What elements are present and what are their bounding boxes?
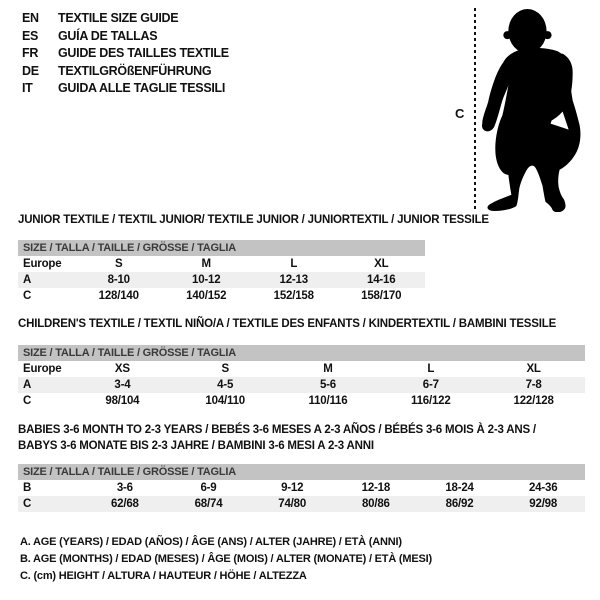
size-cell: 128/140: [98, 290, 139, 302]
size-cell: XL: [374, 258, 389, 270]
table-rows: [18, 361, 585, 409]
size-cell: 18-24: [445, 482, 474, 494]
table-row: [18, 288, 425, 304]
row-label: B: [23, 482, 32, 494]
size-cell: 116/122: [411, 395, 451, 407]
language-row: [22, 10, 229, 28]
size-cell: 62/68: [110, 498, 139, 510]
size-cell: 24-36: [528, 482, 558, 494]
size-cell: 110/116: [308, 395, 348, 407]
language-row: [22, 28, 229, 46]
language-title: TEXTILGRÖßENFÜHRUNG: [58, 63, 212, 78]
size-cell: M: [323, 363, 333, 375]
table-row: [18, 272, 425, 288]
size-cell: 6-7: [422, 379, 439, 391]
size-header-bar: SIZE / TALLA / TAILLE / GRÖSSE / TAGLIA: [18, 464, 585, 480]
size-cell: XL: [526, 363, 541, 375]
size-cell: 3-4: [114, 379, 131, 391]
table-row: [18, 496, 585, 512]
size-cell: 14-16: [367, 274, 396, 286]
row-label: A: [23, 274, 32, 286]
language-code: EN: [22, 11, 39, 25]
table-row: [18, 480, 585, 496]
table-title: JUNIOR TEXTILE / TEXTIL JUNIOR/ TEXTILE JUNIOR / JUNIORTEXTIL / JUNIOR TESSILE: [18, 214, 489, 226]
row-label: Europe: [23, 363, 62, 375]
size-cell: 74/80: [278, 498, 307, 510]
size-cell: 8-10: [107, 274, 130, 286]
language-code: FR: [22, 46, 39, 60]
legend-note: A. AGE (YEARS) / EDAD (AÑOS) / ÂGE (ANS) / ALTER (JAHRE) / ETÀ (ANNI): [20, 536, 402, 548]
size-cell: 98/104: [105, 395, 140, 407]
size-cell: 10-12: [192, 274, 221, 286]
size-table: [18, 422, 585, 512]
size-header-bar: SIZE / TALLA / TAILLE / GRÖSSE / TAGLIA: [18, 345, 585, 361]
size-cell: 92/98: [529, 498, 558, 510]
height-dashed-line: [474, 8, 476, 210]
language-row: [22, 45, 229, 63]
size-cell: 7-8: [525, 379, 542, 391]
size-table: [18, 212, 489, 304]
table-row: [18, 377, 585, 393]
size-cell: 80/86: [361, 498, 390, 510]
size-cell: 4-5: [217, 379, 234, 391]
size-cell: 86/92: [445, 498, 474, 510]
language-title: GUIDE DES TAILLES TEXTILE: [58, 46, 229, 60]
size-cell: 3-6: [116, 482, 133, 494]
table-title: CHILDREN'S TEXTILE / TEXTIL NIÑO/A / TEXTILE DES ENFANTS / KINDERTEXTIL / BAMBINI TESSILE: [18, 318, 557, 330]
row-label: C: [23, 498, 32, 510]
size-cell: 5-6: [319, 379, 336, 391]
language-title: GUIDA ALLE TAGLIE TESSILI: [58, 81, 226, 95]
size-table: [18, 316, 585, 409]
row-label: C: [23, 290, 32, 302]
size-cell: 68/74: [194, 498, 223, 510]
size-cell: 122/128: [513, 395, 554, 407]
table-rows: [18, 480, 585, 512]
row-label: Europe: [23, 258, 62, 270]
size-cell: XS: [114, 363, 130, 375]
size-cell: L: [290, 258, 298, 270]
size-cell: M: [201, 258, 211, 270]
table-row: [18, 393, 585, 409]
baby-silhouette-icon: [479, 4, 595, 212]
size-cell: 6-9: [200, 482, 217, 494]
table-title: BABIES 3-6 MONTH TO 2-3 YEARS / BEBÉS 3-6 MESES A 2-3 AÑOS / BÉBÉS 3-6 MOIS À 2-3 ANS /: [18, 424, 536, 436]
size-cell: 152/158: [273, 290, 314, 302]
height-c-label: C: [455, 106, 465, 121]
row-label: A: [23, 379, 32, 391]
size-header-bar: SIZE / TALLA / TAILLE / GRÖSSE / TAGLIA: [18, 240, 425, 256]
language-code: ES: [22, 28, 39, 43]
legend-note: B. AGE (MONTHS) / EDAD (MESES) / ÂGE (MOIS) / ALTER (MONATE) / ETÀ (MESI): [20, 553, 432, 565]
size-cell: S: [221, 363, 229, 375]
legend-note: C. (cm) HEIGHT / ALTURA / HAUTEUR / HÖHE / ALTEZZA: [20, 570, 307, 582]
language-code: IT: [22, 81, 33, 95]
baby-height-figure: [440, 0, 600, 220]
table-title-line2: BABYS 3-6 MONATE BIS 2-3 JAHRE / BAMBINI 3-6 MESI A 2-3 ANNI: [18, 440, 374, 452]
size-cell: 140/152: [186, 290, 227, 302]
legend-notes: [20, 534, 432, 585]
language-title: GUÍA DE TALLAS: [58, 28, 158, 43]
table-row: [18, 361, 585, 377]
language-title-list: [22, 10, 229, 98]
language-row: [22, 80, 229, 98]
row-label: C: [23, 395, 32, 407]
size-cell: 12-13: [279, 274, 308, 286]
size-cell: S: [115, 258, 123, 270]
size-cell: 104/110: [205, 395, 245, 407]
size-cell: L: [427, 363, 435, 375]
table-rows: [18, 256, 425, 304]
language-title: TEXTILE SIZE GUIDE: [58, 11, 179, 25]
language-code: DE: [22, 63, 39, 78]
language-row: [22, 63, 229, 81]
table-row: [18, 256, 425, 272]
size-cell: 158/170: [361, 290, 402, 302]
size-cell: 12-18: [361, 482, 391, 494]
size-cell: 9-12: [281, 482, 304, 494]
